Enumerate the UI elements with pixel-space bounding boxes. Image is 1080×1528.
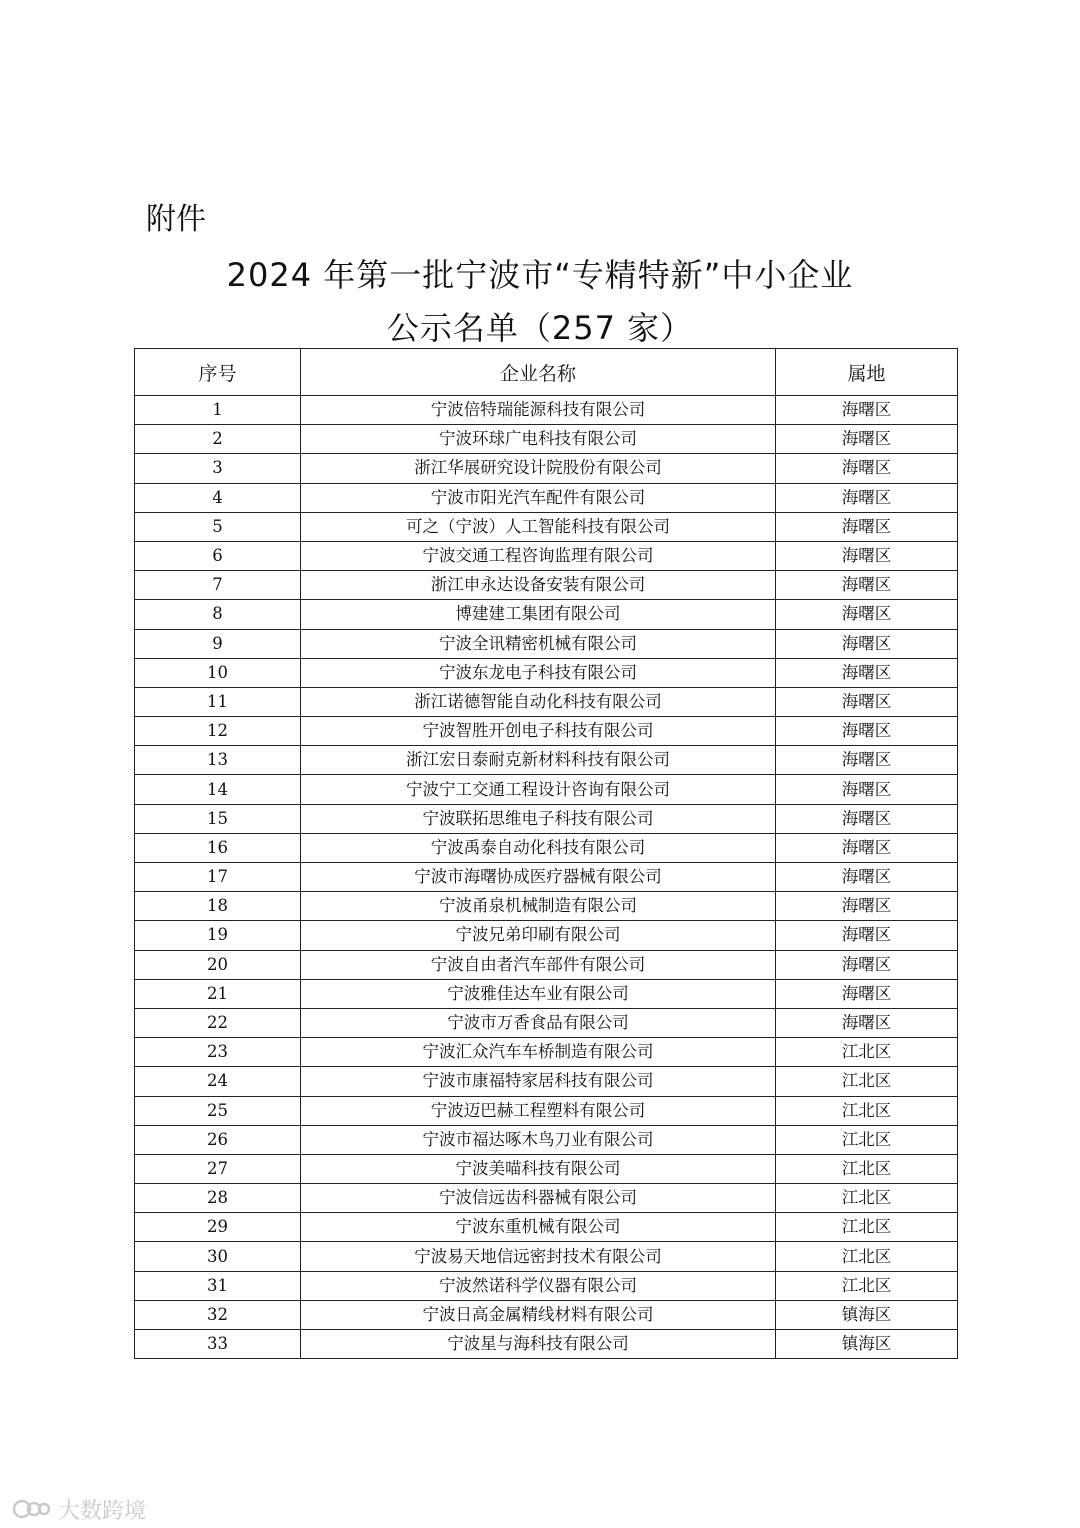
row-index: 14	[135, 775, 301, 804]
row-company-name: 宁波信远齿科器械有限公司	[301, 1184, 776, 1213]
row-index: 11	[135, 687, 301, 716]
row-company-name: 宁波交通工程咨询监理有限公司	[301, 541, 776, 570]
row-index: 2	[135, 425, 301, 454]
row-district: 海曙区	[776, 1008, 958, 1037]
table-row	[135, 979, 958, 1008]
table-row	[135, 1330, 958, 1359]
table-row	[135, 833, 958, 862]
table-row	[135, 1038, 958, 1067]
table-row	[135, 804, 958, 833]
row-district: 江北区	[776, 1096, 958, 1125]
row-district: 江北区	[776, 1038, 958, 1067]
row-index: 9	[135, 629, 301, 658]
row-index: 8	[135, 600, 301, 629]
table-row	[135, 600, 958, 629]
row-index: 15	[135, 804, 301, 833]
row-district: 海曙区	[776, 921, 958, 950]
row-index: 22	[135, 1008, 301, 1037]
row-index: 7	[135, 571, 301, 600]
table-row	[135, 892, 958, 921]
row-district: 江北区	[776, 1154, 958, 1183]
table-row	[135, 950, 958, 979]
row-company-name: 宁波然诺科学仪器有限公司	[301, 1271, 776, 1300]
row-district: 江北区	[776, 1242, 958, 1271]
table-header-row	[135, 349, 958, 396]
row-district: 江北区	[776, 1125, 958, 1154]
row-company-name: 宁波市万香食品有限公司	[301, 1008, 776, 1037]
row-district: 海曙区	[776, 950, 958, 979]
table-row	[135, 717, 958, 746]
row-company-name: 浙江宏日泰耐克新材料科技有限公司	[301, 746, 776, 775]
row-district: 海曙区	[776, 454, 958, 483]
table-row	[135, 1008, 958, 1037]
row-company-name: 宁波美喵科技有限公司	[301, 1154, 776, 1183]
row-district: 海曙区	[776, 717, 958, 746]
row-district: 海曙区	[776, 629, 958, 658]
row-company-name: 宁波汇众汽车车桥制造有限公司	[301, 1038, 776, 1067]
row-district: 海曙区	[776, 483, 958, 512]
row-index: 23	[135, 1038, 301, 1067]
table-row	[135, 454, 958, 483]
row-index: 17	[135, 863, 301, 892]
row-district: 海曙区	[776, 658, 958, 687]
row-index: 5	[135, 512, 301, 541]
table-row	[135, 1154, 958, 1183]
row-district: 江北区	[776, 1067, 958, 1096]
row-district: 海曙区	[776, 541, 958, 570]
table-row	[135, 1125, 958, 1154]
row-index: 28	[135, 1184, 301, 1213]
row-company-name: 宁波甬泉机械制造有限公司	[301, 892, 776, 921]
table-row	[135, 396, 958, 425]
header-index: 序号	[135, 349, 301, 396]
attachment-label: 附件	[146, 202, 206, 237]
row-district: 江北区	[776, 1184, 958, 1213]
table-row	[135, 746, 958, 775]
row-district: 海曙区	[776, 833, 958, 862]
row-index: 29	[135, 1213, 301, 1242]
row-district: 镇海区	[776, 1330, 958, 1359]
row-index: 27	[135, 1154, 301, 1183]
row-company-name: 宁波兄弟印刷有限公司	[301, 921, 776, 950]
row-index: 12	[135, 717, 301, 746]
row-company-name: 可之（宁波）人工智能科技有限公司	[301, 512, 776, 541]
row-district: 海曙区	[776, 746, 958, 775]
row-company-name: 宁波市阳光汽车配件有限公司	[301, 483, 776, 512]
row-district: 江北区	[776, 1213, 958, 1242]
row-index: 21	[135, 979, 301, 1008]
row-company-name: 宁波全讯精密机械有限公司	[301, 629, 776, 658]
row-index: 19	[135, 921, 301, 950]
watermark	[12, 1494, 146, 1524]
row-company-name: 宁波宁工交通工程设计咨询有限公司	[301, 775, 776, 804]
row-company-name: 宁波易天地信远密封技术有限公司	[301, 1242, 776, 1271]
row-index: 25	[135, 1096, 301, 1125]
row-index: 26	[135, 1125, 301, 1154]
row-company-name: 宁波市海曙协成医疗器械有限公司	[301, 863, 776, 892]
row-company-name: 宁波联拓思维电子科技有限公司	[301, 804, 776, 833]
table-row	[135, 1242, 958, 1271]
row-district: 江北区	[776, 1271, 958, 1300]
table-row	[135, 541, 958, 570]
row-company-name: 宁波市康福特家居科技有限公司	[301, 1067, 776, 1096]
row-district: 海曙区	[776, 804, 958, 833]
table-row	[135, 629, 958, 658]
row-company-name: 博建建工集团有限公司	[301, 600, 776, 629]
row-company-name: 宁波日高金属精线材料有限公司	[301, 1300, 776, 1329]
row-company-name: 宁波市福达啄木鸟刀业有限公司	[301, 1125, 776, 1154]
table-row	[135, 687, 958, 716]
row-index: 31	[135, 1271, 301, 1300]
table-row	[135, 1271, 958, 1300]
row-company-name: 宁波倍特瑞能源科技有限公司	[301, 396, 776, 425]
row-company-name: 宁波禹泰自动化科技有限公司	[301, 833, 776, 862]
row-index: 20	[135, 950, 301, 979]
row-district: 海曙区	[776, 396, 958, 425]
row-company-name: 宁波迈巴赫工程塑料有限公司	[301, 1096, 776, 1125]
row-index: 6	[135, 541, 301, 570]
row-index: 4	[135, 483, 301, 512]
row-company-name: 宁波环球广电科技有限公司	[301, 425, 776, 454]
row-company-name: 宁波雅佳达车业有限公司	[301, 979, 776, 1008]
row-district: 海曙区	[776, 687, 958, 716]
row-index: 13	[135, 746, 301, 775]
table-row	[135, 483, 958, 512]
row-index: 16	[135, 833, 301, 862]
row-index: 24	[135, 1067, 301, 1096]
table-row	[135, 775, 958, 804]
header-district: 属地	[776, 349, 958, 396]
row-district: 海曙区	[776, 892, 958, 921]
row-district: 海曙区	[776, 571, 958, 600]
watermark-text: 大数跨境	[58, 1498, 147, 1524]
row-index: 30	[135, 1242, 301, 1271]
row-index: 1	[135, 396, 301, 425]
table-row	[135, 1067, 958, 1096]
table-row	[135, 1300, 958, 1329]
row-district: 海曙区	[776, 512, 958, 541]
table-row	[135, 425, 958, 454]
row-district: 海曙区	[776, 775, 958, 804]
company-list-table	[134, 348, 958, 1359]
document-title: 2024 年第一批宁波市“专精特新”中小企业	[226, 256, 854, 294]
table-row	[135, 658, 958, 687]
document-subtitle: 公示名单（257 家）	[386, 309, 694, 347]
row-company-name: 浙江申永达设备安装有限公司	[301, 571, 776, 600]
row-district: 海曙区	[776, 425, 958, 454]
row-index: 32	[135, 1300, 301, 1329]
row-index: 3	[135, 454, 301, 483]
table-row	[135, 512, 958, 541]
row-district: 海曙区	[776, 600, 958, 629]
brand-logo-icon	[12, 1496, 52, 1522]
table-row	[135, 571, 958, 600]
row-index: 33	[135, 1330, 301, 1359]
table-row	[135, 1184, 958, 1213]
table-row	[135, 1213, 958, 1242]
row-index: 10	[135, 658, 301, 687]
row-company-name: 宁波星与海科技有限公司	[301, 1330, 776, 1359]
row-district: 镇海区	[776, 1300, 958, 1329]
row-company-name: 浙江诺德智能自动化科技有限公司	[301, 687, 776, 716]
row-company-name: 浙江华展研究设计院股份有限公司	[301, 454, 776, 483]
row-company-name: 宁波自由者汽车部件有限公司	[301, 950, 776, 979]
row-company-name: 宁波东龙电子科技有限公司	[301, 658, 776, 687]
row-district: 海曙区	[776, 979, 958, 1008]
row-company-name: 宁波智胜开创电子科技有限公司	[301, 717, 776, 746]
table-row	[135, 1096, 958, 1125]
header-company-name: 企业名称	[301, 349, 776, 396]
row-district: 海曙区	[776, 863, 958, 892]
table-row	[135, 863, 958, 892]
table-row	[135, 921, 958, 950]
row-index: 18	[135, 892, 301, 921]
row-company-name: 宁波东重机械有限公司	[301, 1213, 776, 1242]
